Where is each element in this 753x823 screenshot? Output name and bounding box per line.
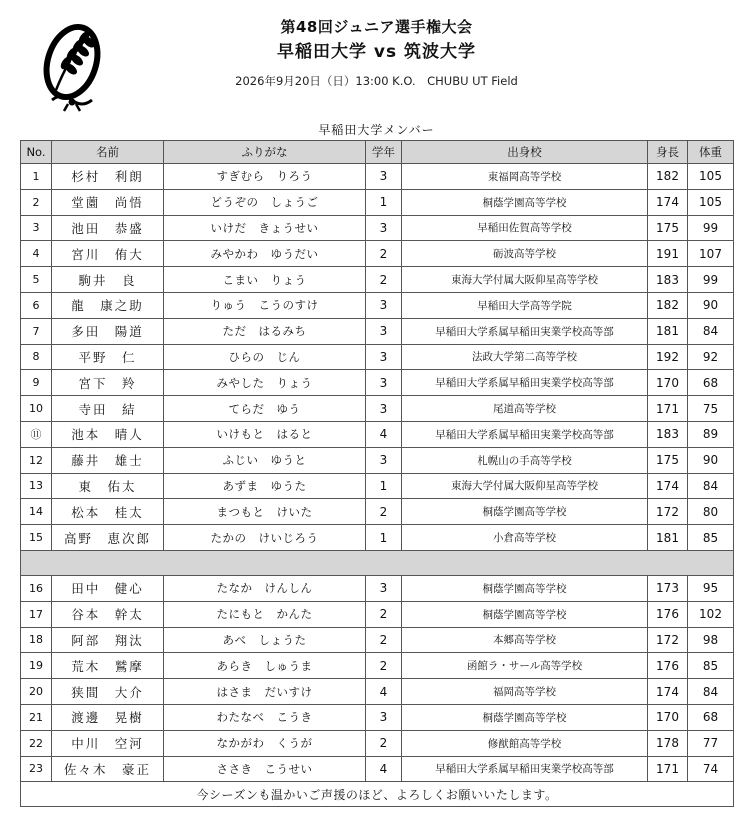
player-name: 高野 恵次郎 — [52, 525, 164, 551]
player-school: 早稲田大学系属早稲田実業学校高等部 — [402, 756, 648, 782]
player-kana: てらだ ゆう — [164, 396, 366, 422]
player-number: 15 — [21, 525, 52, 551]
player-kana: りゅう こうのすけ — [164, 292, 366, 318]
player-kana: ささき こうせい — [164, 756, 366, 782]
player-weight: 95 — [688, 575, 734, 601]
match-info: 2026年9月20日（日）13:00 K.O. CHUBU UT Field — [235, 74, 518, 88]
player-row — [21, 525, 734, 551]
player-row — [21, 344, 734, 370]
player-year: 4 — [366, 679, 402, 705]
player-school: 早稲田大学系属早稲田実業学校高等部 — [402, 318, 648, 344]
player-year: 3 — [366, 292, 402, 318]
player-school: 桐蔭学園高等学校 — [402, 601, 648, 627]
player-school: 福岡高等学校 — [402, 679, 648, 705]
player-row — [21, 318, 734, 344]
player-row — [21, 499, 734, 525]
player-height: 171 — [648, 756, 688, 782]
player-number: 5 — [21, 267, 52, 293]
player-height: 170 — [648, 370, 688, 396]
player-number: 7 — [21, 318, 52, 344]
player-school: 小倉高等学校 — [402, 525, 648, 551]
player-weight: 84 — [688, 473, 734, 499]
player-number: 9 — [21, 370, 52, 396]
player-kana: まつもと けいた — [164, 499, 366, 525]
player-name: 多田 陽道 — [52, 318, 164, 344]
player-school: 桐蔭学園高等学校 — [402, 704, 648, 730]
player-name: 杉村 利朗 — [52, 164, 164, 190]
player-school: 尾道高等学校 — [402, 396, 648, 422]
player-kana: たにもと かんた — [164, 601, 366, 627]
player-year: 2 — [366, 241, 402, 267]
player-year: 3 — [366, 575, 402, 601]
player-number: 12 — [21, 447, 52, 473]
col-header-weight: 体重 — [688, 141, 734, 164]
player-height: 174 — [648, 679, 688, 705]
player-name: 平野 仁 — [52, 344, 164, 370]
player-row — [21, 627, 734, 653]
player-kana: どうぞの しょうご — [164, 189, 366, 215]
player-row — [21, 653, 734, 679]
starters-reserves-divider — [21, 550, 734, 575]
player-weight: 92 — [688, 344, 734, 370]
player-height: 172 — [648, 627, 688, 653]
player-kana: ひらの じん — [164, 344, 366, 370]
player-row — [21, 292, 734, 318]
player-school: 砺波高等学校 — [402, 241, 648, 267]
player-number: 10 — [21, 396, 52, 422]
player-height: 173 — [648, 575, 688, 601]
player-school: 東海大学付属大阪仰星高等学校 — [402, 473, 648, 499]
player-number: 19 — [21, 653, 52, 679]
player-name: 渡邊 晃樹 — [52, 704, 164, 730]
player-row — [21, 215, 734, 241]
player-weight: 75 — [688, 396, 734, 422]
player-name: 阿部 翔汰 — [52, 627, 164, 653]
player-school: 早稲田佐賀高等学校 — [402, 215, 648, 241]
player-weight: 80 — [688, 499, 734, 525]
player-name: 中川 空河 — [52, 730, 164, 756]
player-height: 181 — [648, 318, 688, 344]
player-height: 176 — [648, 653, 688, 679]
player-school: 本郷高等学校 — [402, 627, 648, 653]
player-kana: たかの けいじろう — [164, 525, 366, 551]
player-weight: 90 — [688, 292, 734, 318]
col-header-school: 出身校 — [402, 141, 648, 164]
player-height: 171 — [648, 396, 688, 422]
player-weight: 98 — [688, 627, 734, 653]
player-school: 早稲田大学系属早稲田実業学校高等部 — [402, 421, 648, 447]
player-school: 東福岡高等学校 — [402, 164, 648, 190]
team-label: 早稲田大学メンバー — [318, 123, 435, 137]
col-header-height: 身長 — [648, 141, 688, 164]
player-year: 3 — [366, 370, 402, 396]
player-year: 1 — [366, 189, 402, 215]
player-year: 2 — [366, 730, 402, 756]
player-kana: すぎむら りろう — [164, 164, 366, 190]
player-weight: 107 — [688, 241, 734, 267]
player-year: 3 — [366, 164, 402, 190]
player-year: 3 — [366, 704, 402, 730]
player-weight: 74 — [688, 756, 734, 782]
player-number: 23 — [21, 756, 52, 782]
player-row — [21, 704, 734, 730]
player-year: 2 — [366, 627, 402, 653]
player-school: 桐蔭学園高等学校 — [402, 575, 648, 601]
player-name: 田中 健心 — [52, 575, 164, 601]
player-row — [21, 396, 734, 422]
player-number: 1 — [21, 164, 52, 190]
player-row — [21, 241, 734, 267]
player-school: 東海大学付属大阪仰星高等学校 — [402, 267, 648, 293]
player-weight: 84 — [688, 679, 734, 705]
player-number: 18 — [21, 627, 52, 653]
player-year: 3 — [366, 215, 402, 241]
player-row — [21, 189, 734, 215]
player-number: 22 — [21, 730, 52, 756]
player-year: 2 — [366, 267, 402, 293]
col-header-year: 学年 — [366, 141, 402, 164]
player-kana: はさま だいすけ — [164, 679, 366, 705]
player-name: 駒井 良 — [52, 267, 164, 293]
player-kana: たなか けんしん — [164, 575, 366, 601]
player-kana: ふじい ゆうと — [164, 447, 366, 473]
player-kana: あらき しゅうま — [164, 653, 366, 679]
player-name: 佐々木 豪正 — [52, 756, 164, 782]
player-name: 寺田 結 — [52, 396, 164, 422]
col-header-name: 名前 — [52, 141, 164, 164]
player-year: 1 — [366, 473, 402, 499]
player-kana: あずま ゆうた — [164, 473, 366, 499]
match-title: 早稲田大学 vs 筑波大学 — [276, 42, 477, 62]
player-weight: 102 — [688, 601, 734, 627]
player-weight: 105 — [688, 164, 734, 190]
player-row — [21, 601, 734, 627]
player-kana: みやした りょう — [164, 370, 366, 396]
player-number: 14 — [21, 499, 52, 525]
player-year: 1 — [366, 525, 402, 551]
player-kana: あべ しょうた — [164, 627, 366, 653]
player-name: 宮下 羚 — [52, 370, 164, 396]
player-number: 2 — [21, 189, 52, 215]
player-weight: 99 — [688, 215, 734, 241]
player-year: 4 — [366, 421, 402, 447]
player-school: 札幌山の手高等学校 — [402, 447, 648, 473]
footer-row — [21, 782, 734, 807]
player-height: 192 — [648, 344, 688, 370]
player-name: 谷本 幹太 — [52, 601, 164, 627]
player-kana: みやかわ ゆうだい — [164, 241, 366, 267]
player-number: 13 — [21, 473, 52, 499]
player-row — [21, 679, 734, 705]
player-weight: 68 — [688, 370, 734, 396]
player-kana: こまい りょう — [164, 267, 366, 293]
player-kana: なかがわ くうが — [164, 730, 366, 756]
tournament-title: 第48回ジュニア選手権大会 — [280, 18, 473, 36]
player-number: 17 — [21, 601, 52, 627]
player-year: 2 — [366, 601, 402, 627]
player-year: 3 — [366, 318, 402, 344]
player-number: 20 — [21, 679, 52, 705]
player-number: 3 — [21, 215, 52, 241]
player-weight: 77 — [688, 730, 734, 756]
player-kana: いけだ きょうせい — [164, 215, 366, 241]
player-row — [21, 756, 734, 782]
col-header-kana: ふりがな — [164, 141, 366, 164]
player-height: 181 — [648, 525, 688, 551]
player-height: 176 — [648, 601, 688, 627]
roster-table — [20, 140, 734, 807]
player-weight: 68 — [688, 704, 734, 730]
player-year: 3 — [366, 344, 402, 370]
header-row — [21, 141, 734, 164]
player-number: 21 — [21, 704, 52, 730]
player-height: 175 — [648, 215, 688, 241]
player-row — [21, 473, 734, 499]
player-weight: 105 — [688, 189, 734, 215]
player-height: 175 — [648, 447, 688, 473]
player-school: 函館ラ・サール高等学校 — [402, 653, 648, 679]
player-number: ⑪ — [21, 421, 52, 447]
player-row — [21, 730, 734, 756]
player-weight: 85 — [688, 653, 734, 679]
footer-message: 今シーズンも温かいご声援のほど、よろしくお願いいたします。 — [21, 782, 734, 807]
player-weight: 84 — [688, 318, 734, 344]
player-number: 4 — [21, 241, 52, 267]
player-height: 183 — [648, 421, 688, 447]
player-height: 182 — [648, 164, 688, 190]
player-year: 3 — [366, 447, 402, 473]
player-name: 荒木 鷲摩 — [52, 653, 164, 679]
player-name: 松本 桂太 — [52, 499, 164, 525]
player-name: 池田 恭盛 — [52, 215, 164, 241]
player-kana: いけもと はると — [164, 421, 366, 447]
player-name: 龍 康之助 — [52, 292, 164, 318]
player-number: 16 — [21, 575, 52, 601]
player-name: 東 佑太 — [52, 473, 164, 499]
player-school: 法政大学第二高等学校 — [402, 344, 648, 370]
player-school: 修猷館高等学校 — [402, 730, 648, 756]
player-height: 178 — [648, 730, 688, 756]
player-name: 狭間 大介 — [52, 679, 164, 705]
player-number: 6 — [21, 292, 52, 318]
player-kana: ただ はるみち — [164, 318, 366, 344]
player-row — [21, 575, 734, 601]
player-name: 池本 晴人 — [52, 421, 164, 447]
player-height: 174 — [648, 473, 688, 499]
player-weight: 99 — [688, 267, 734, 293]
col-header-no: No. — [21, 141, 52, 164]
player-number: 8 — [21, 344, 52, 370]
player-name: 藤井 雄士 — [52, 447, 164, 473]
player-row — [21, 421, 734, 447]
player-school: 早稲田大学高等学院 — [402, 292, 648, 318]
player-height: 191 — [648, 241, 688, 267]
player-height: 174 — [648, 189, 688, 215]
player-school: 早稲田大学系属早稲田実業学校高等部 — [402, 370, 648, 396]
player-weight: 90 — [688, 447, 734, 473]
player-row — [21, 370, 734, 396]
player-row — [21, 164, 734, 190]
player-height: 182 — [648, 292, 688, 318]
player-name: 宮川 侑大 — [52, 241, 164, 267]
player-row — [21, 267, 734, 293]
player-year: 2 — [366, 653, 402, 679]
player-kana: わたなべ こうき — [164, 704, 366, 730]
player-year: 4 — [366, 756, 402, 782]
player-row — [21, 447, 734, 473]
player-school: 桐蔭学園高等学校 — [402, 499, 648, 525]
player-weight: 85 — [688, 525, 734, 551]
player-year: 3 — [366, 396, 402, 422]
player-height: 183 — [648, 267, 688, 293]
player-name: 堂薗 尚悟 — [52, 189, 164, 215]
player-height: 170 — [648, 704, 688, 730]
player-height: 172 — [648, 499, 688, 525]
player-school: 桐蔭学園高等学校 — [402, 189, 648, 215]
player-weight: 89 — [688, 421, 734, 447]
player-year: 2 — [366, 499, 402, 525]
